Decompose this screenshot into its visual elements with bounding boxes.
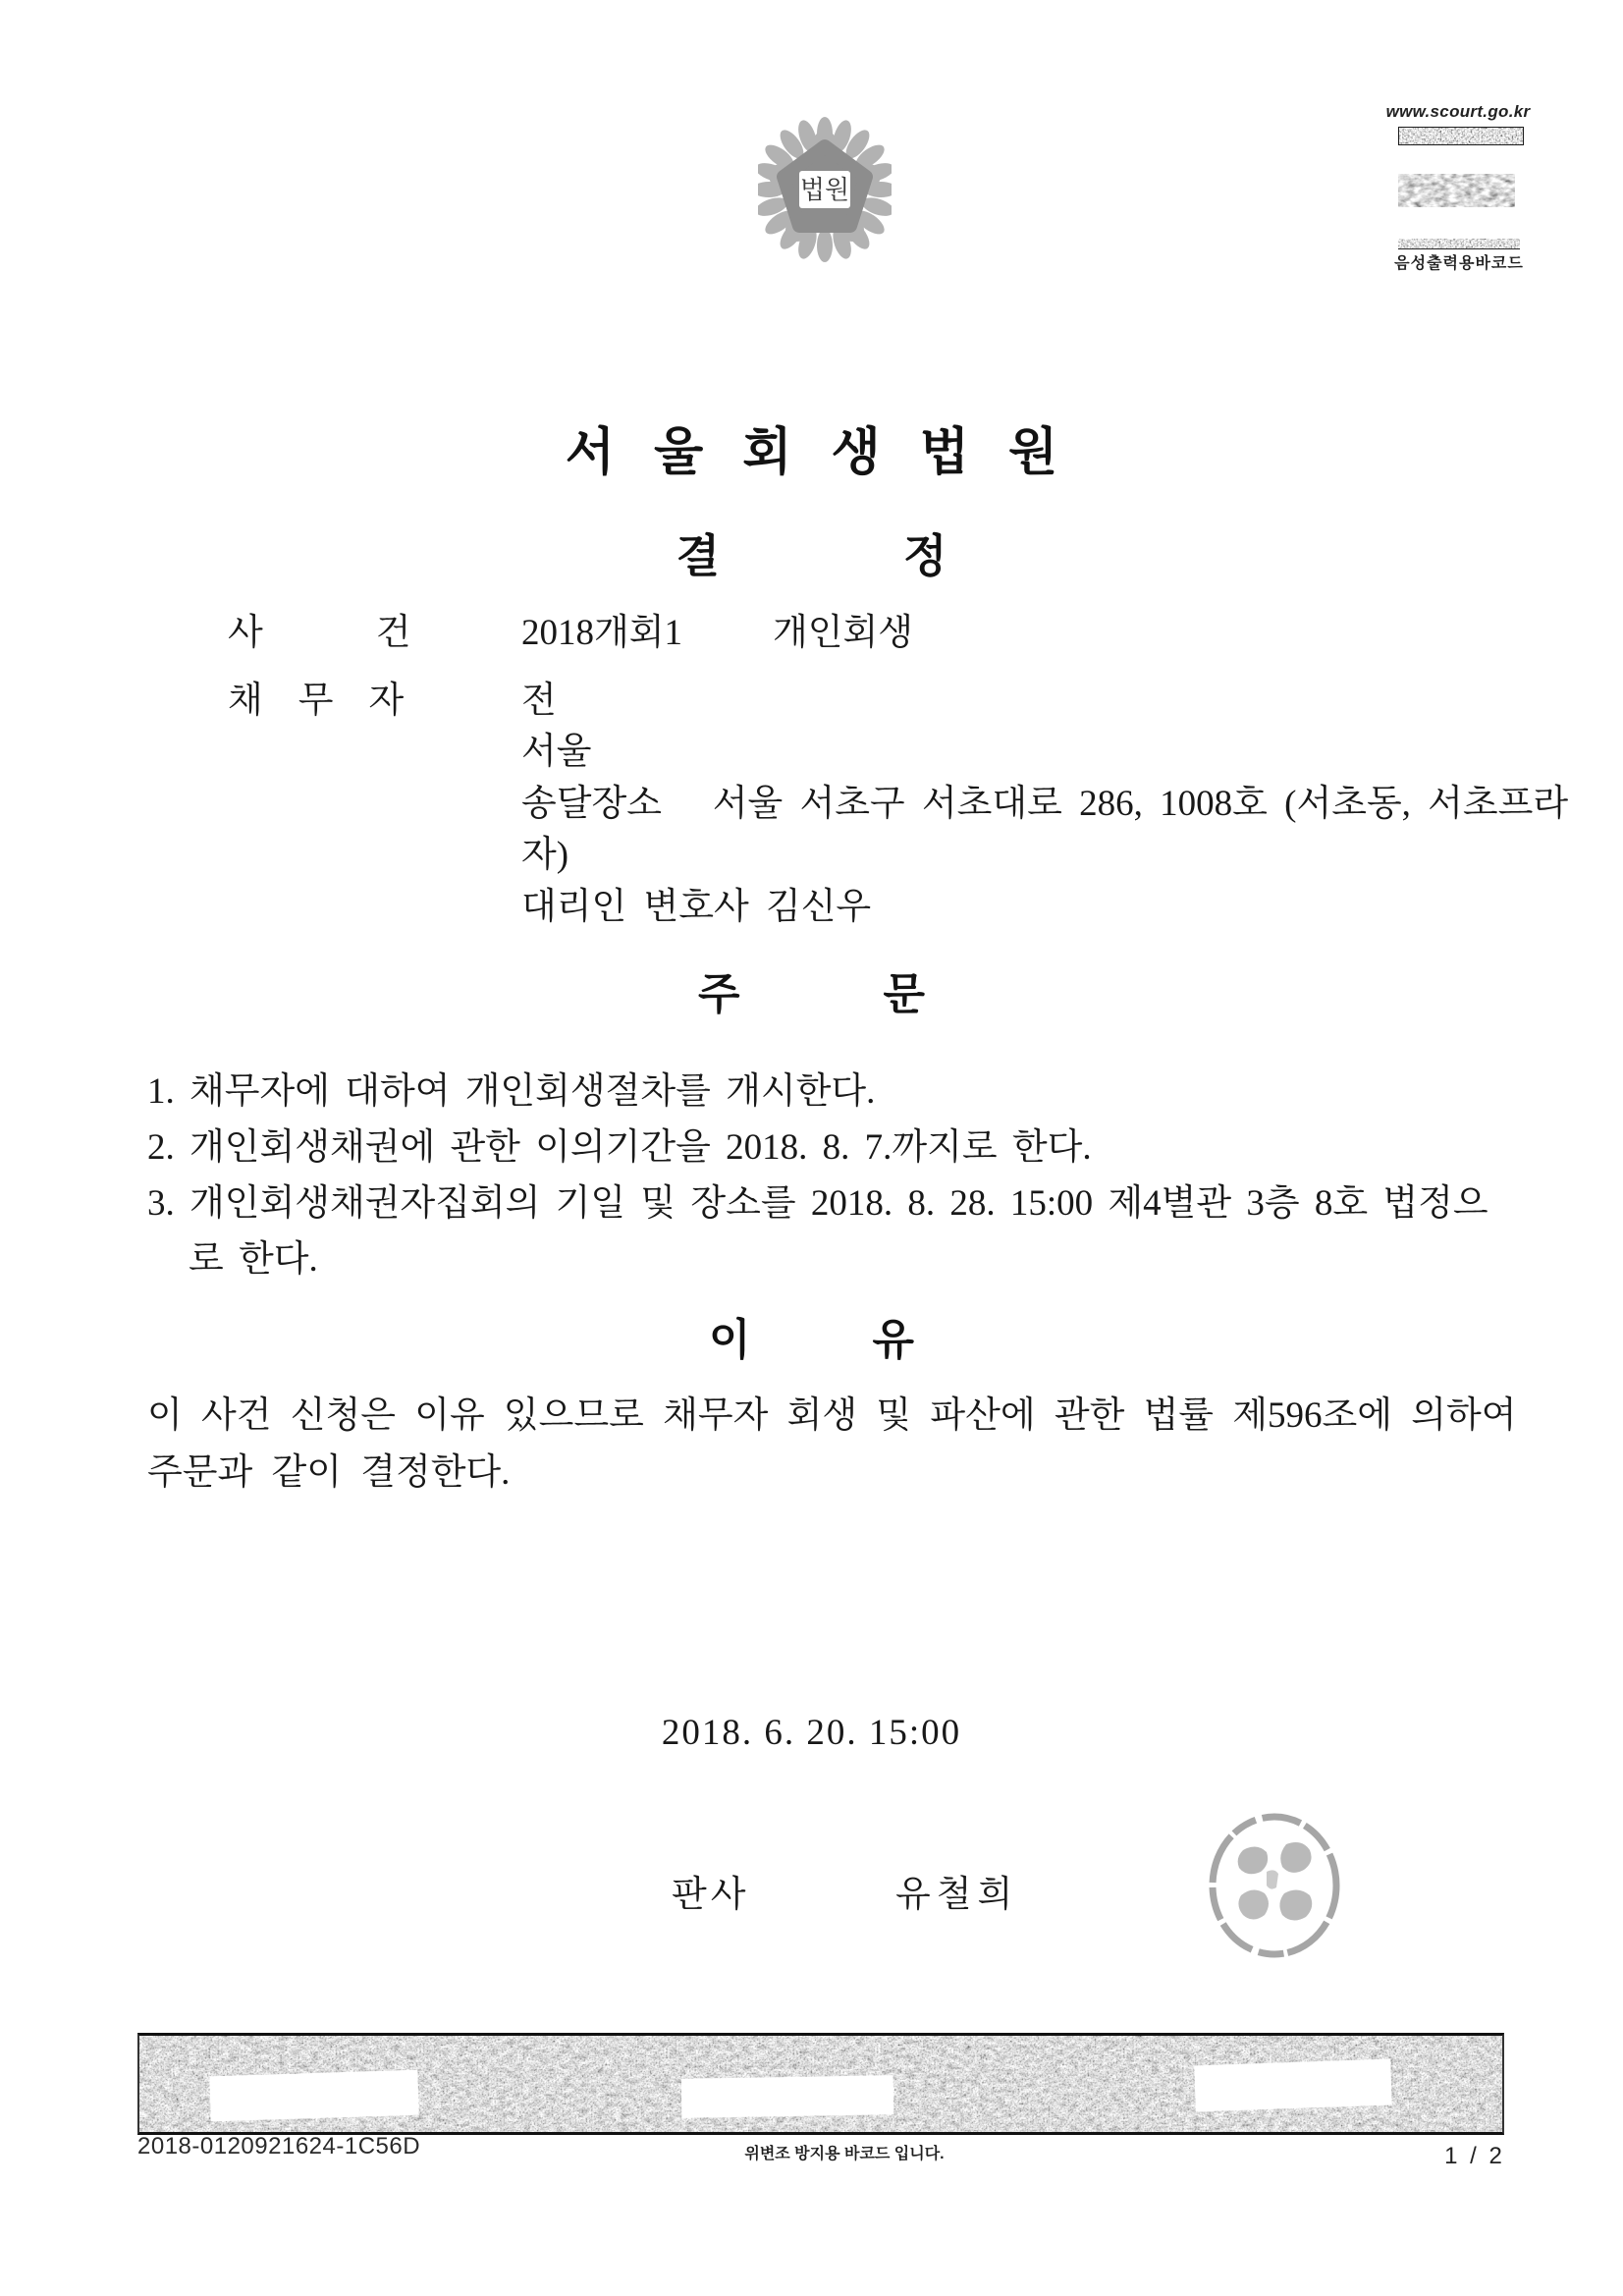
voice-barcode-caption: 음성출력용바코드: [1394, 255, 1524, 272]
order-section-heading: 주문: [697, 970, 1068, 1018]
order-item-3-continuation: 로 한다.: [189, 1239, 318, 1280]
judge-label: 판사: [672, 1875, 750, 1915]
order-item-3: 3. 개인회생채권자집회의 기일 및 장소를 2018. 8. 28. 15:00 제4별관 3층 8호 법정으: [147, 1183, 1488, 1224]
order-item-1: 1. 채무자에 대하여 개인회생절차를 개시한다.: [147, 1071, 876, 1112]
noise-texture: [1399, 128, 1523, 144]
case-type: 개인회생: [772, 613, 913, 653]
court-emblem-icon: [758, 116, 892, 263]
band-cutout-3: [1194, 2059, 1392, 2112]
top-barcode-strip-1: [1398, 127, 1524, 145]
document-type-title: 결정: [676, 531, 1131, 581]
case-value: [521, 602, 913, 655]
anti-forgery-notice: 위변조 방지용 바코드 입니다.: [744, 2146, 945, 2162]
judge-name: 유철희: [895, 1875, 1019, 1915]
debtor-address-line: 서울: [521, 732, 592, 772]
court-website-url: www.scourt.go.kr: [1385, 102, 1531, 121]
reason-line-1: 이 사건 신청은 이유 있으므로 채무자 회생 및 파산에 관한 법률 제596조에 의하여: [147, 1395, 1517, 1436]
case-number: 2018개회1: [521, 613, 682, 653]
noise-texture: [1398, 239, 1520, 248]
decision-datetime: 2018. 6. 20. 15:00: [661, 1713, 962, 1753]
top-barcode-strip-2: [1398, 174, 1515, 207]
order-item-2: 2. 개인회생채권에 관한 이의기간을 2018. 8. 7.까지로 한다.: [147, 1127, 1092, 1168]
band-cutout-1: [209, 2070, 418, 2122]
anti-forgery-barcode-band: [137, 2033, 1504, 2135]
debtor-name: 전: [521, 681, 557, 721]
reason-line-2: 주문과 같이 결정한다.: [147, 1452, 511, 1493]
court-name-title: 서울회생법원: [565, 425, 1098, 481]
case-label: 사건: [228, 613, 524, 653]
noise-texture: [1398, 174, 1515, 207]
top-barcode-strip-3: [1398, 239, 1520, 249]
debtor-details: [521, 727, 1568, 933]
page-number: 1 / 2: [1444, 2143, 1505, 2169]
judge-seal-stamp: [1206, 1813, 1343, 1960]
debtor-service-address-wrap: 자): [521, 835, 569, 875]
band-cutout-2: [681, 2075, 894, 2118]
reason-section-heading: 이유: [708, 1316, 1036, 1364]
debtor-attorney-line: 대리인 변호사 김신우: [521, 886, 872, 927]
order-items: [147, 1064, 1488, 1287]
debtor-service-address-line: 송달장소 서울 서초구 서초대로 286, 1008호 (서초동, 서초프라: [521, 783, 1569, 824]
debtor-label: 채무자: [228, 681, 440, 721]
document-id: 2018-0120921624-1C56D: [137, 2133, 421, 2159]
reason-text: [147, 1388, 1517, 1502]
emblem-label: 법원: [799, 176, 850, 204]
